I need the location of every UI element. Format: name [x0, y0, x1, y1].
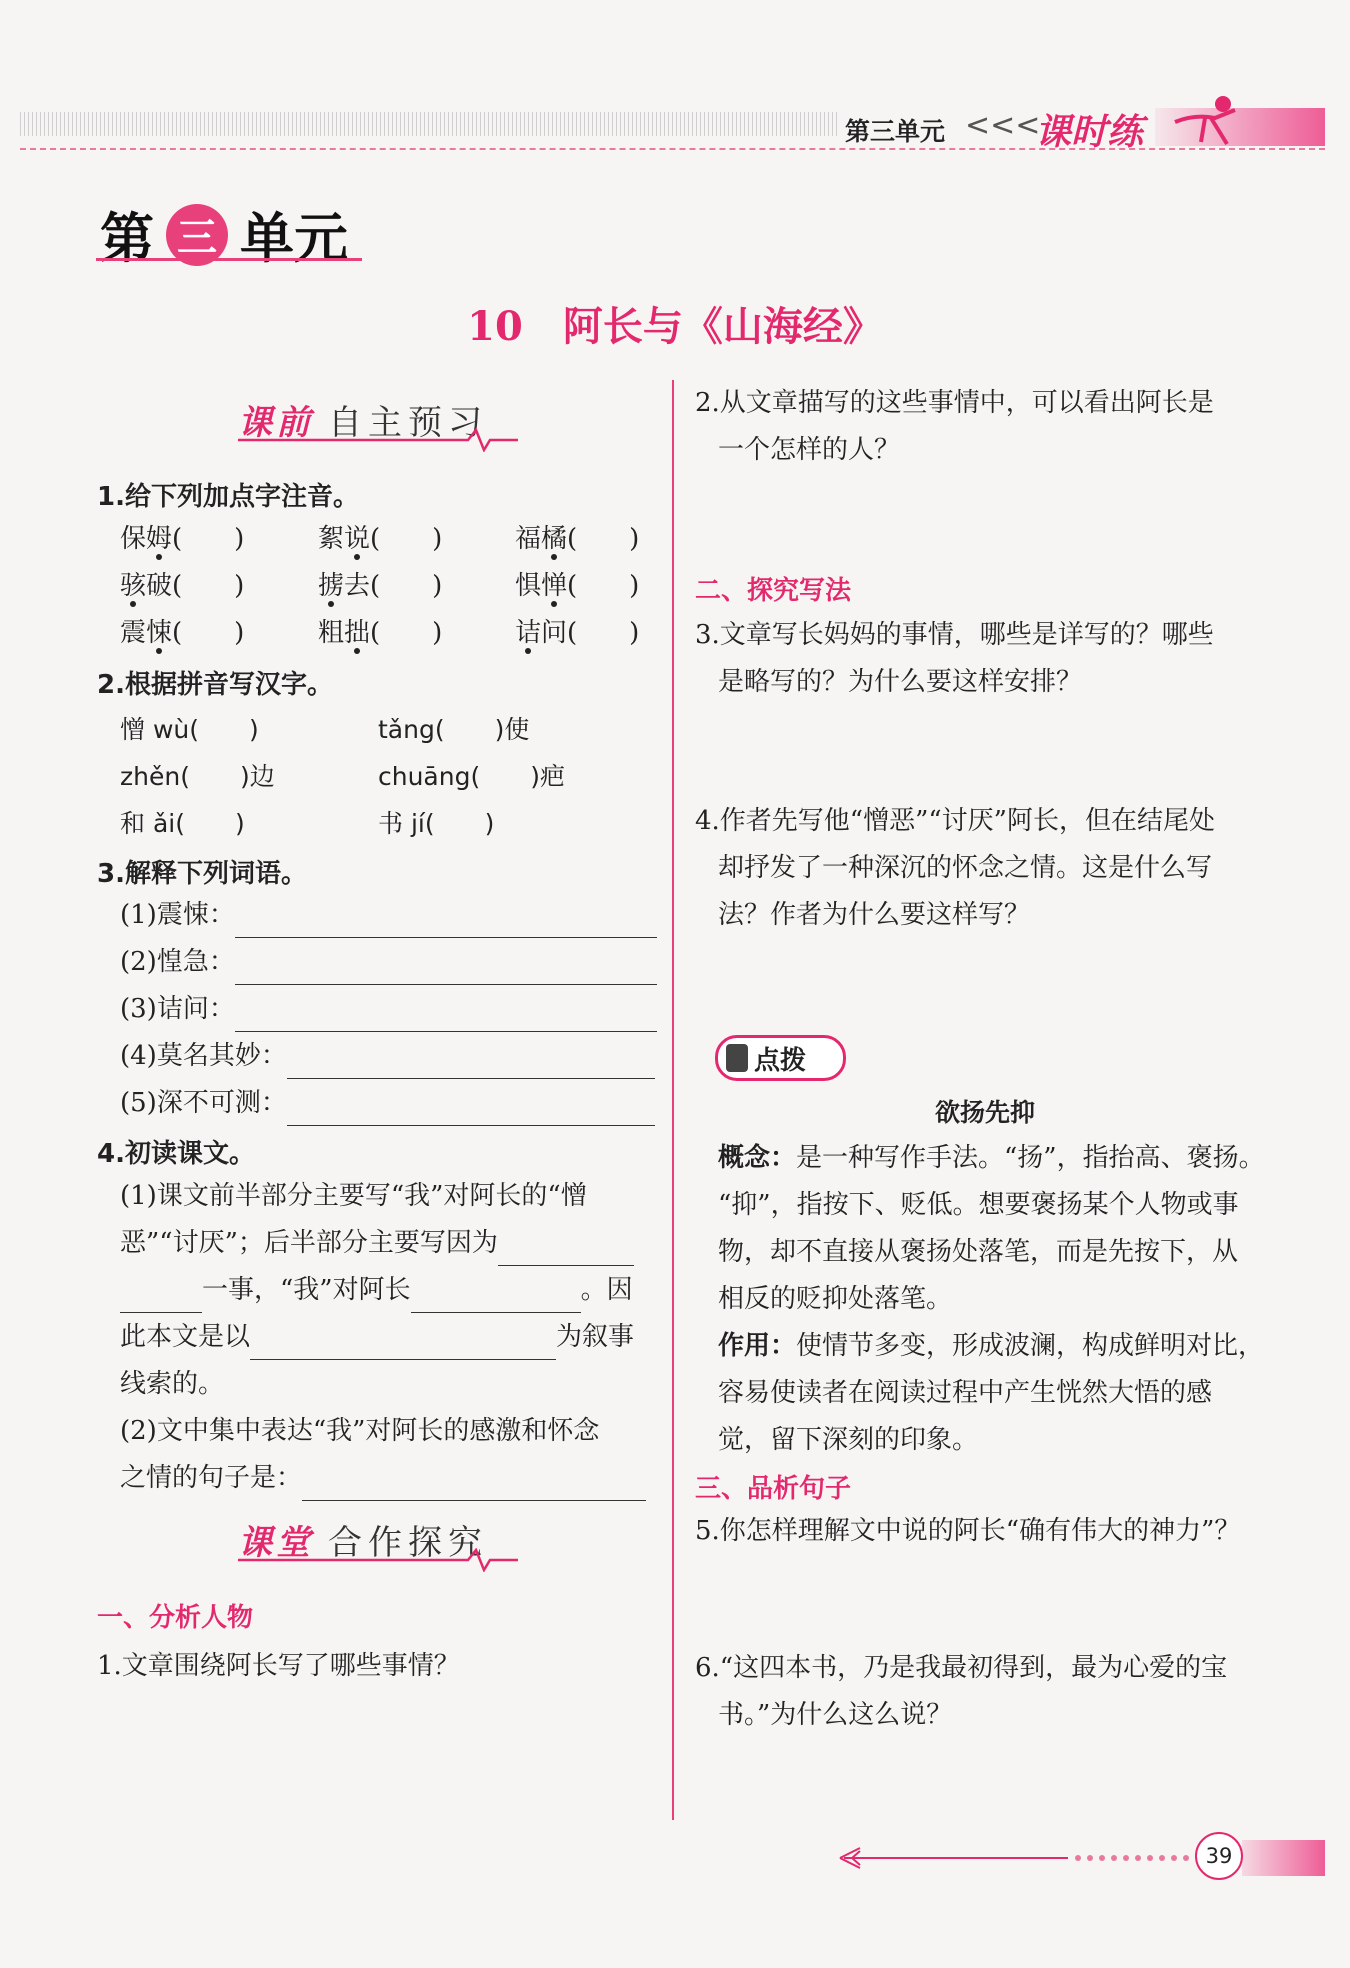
q3-item: (3)诘问：	[120, 986, 657, 1032]
q1-item: 惧惮( )	[515, 571, 640, 601]
page-number: 39	[1195, 1832, 1243, 1880]
unit-number-badge: 三	[166, 204, 228, 266]
tip-label: 点拨	[754, 1045, 807, 1076]
unit-heading	[100, 196, 348, 273]
section-preview-wave	[238, 428, 518, 452]
tip-concept-cont: 相反的贬抑处落笔。	[718, 1284, 953, 1314]
class-q6: 6.“这四本书，乃是我最初得到，最为心爱的宝	[695, 1653, 1228, 1683]
tip-effect-cont: 觉，留下深刻的印象。	[718, 1425, 979, 1455]
q4-text: (1)课文前半部分主要写“我”对阿长的“憎	[120, 1181, 587, 1211]
header-brand: 课时练	[1035, 112, 1144, 153]
subheading-analyze-sentences: 三、品析句子	[695, 1474, 852, 1504]
q3-item: (1)震悚：	[120, 892, 657, 938]
q4-text: 此本文是以 为叙事	[120, 1314, 634, 1360]
class-q3: 3.文章写长妈妈的事情，哪些是详写的？哪些	[695, 620, 1214, 650]
section-class-black: 合作探究	[328, 1523, 488, 1563]
q3-item: (2)惶急：	[120, 939, 657, 985]
q1-item: 诘问( )	[515, 618, 640, 648]
q2-label: 2.根据拼音写汉字。	[97, 670, 333, 700]
header-arrows: <<<	[965, 108, 1041, 143]
answer-blank[interactable]	[411, 1284, 581, 1313]
answer-blank[interactable]	[235, 956, 657, 985]
q2-item: zhěn( )边	[120, 762, 275, 791]
tip-concept-cont: 物，却不直接从褒扬处落笔，而是先按下，从	[718, 1237, 1239, 1267]
q2-item: tǎng( )使	[378, 715, 530, 744]
section-preview-black: 自主预习	[328, 403, 488, 443]
q1-item: 震悚( )	[120, 618, 245, 648]
q2-item: 憎 wù( )	[120, 715, 259, 744]
header-unit-name: 第三单元	[845, 117, 946, 146]
tip-badge	[715, 1035, 846, 1081]
answer-blank[interactable]	[235, 1003, 657, 1032]
section-class-wave	[238, 1548, 518, 1572]
class-q2: 2.从文章描写的这些事情中，可以看出阿长是	[695, 388, 1214, 418]
q4-text: 线索的。	[120, 1369, 225, 1399]
answer-blank[interactable]	[287, 1097, 655, 1126]
q1-item: 福橘( )	[515, 524, 640, 554]
tip-effect: 作用：使情节多变，形成波澜，构成鲜明对比，	[718, 1331, 1265, 1361]
phone-icon	[726, 1044, 748, 1072]
class-q4-cont: 却抒发了一种深沉的怀念之情。这是什么写	[718, 853, 1213, 883]
tip-concept-cont: “抑”，指按下、贬低。想要褒扬某个人物或事	[718, 1190, 1239, 1220]
answer-blank[interactable]	[287, 1050, 655, 1079]
class-q2-cont: 一个怎样的人？	[718, 435, 901, 465]
tip-concept: 概念：是一种写作手法。“扬”，指抬高、褒扬。	[718, 1143, 1265, 1173]
emphasis-dots	[120, 545, 680, 665]
subheading-explore-writing: 二、探究写法	[695, 576, 852, 606]
q1-item: 絮说( )	[318, 524, 443, 554]
q3-label: 3.解释下列词语。	[97, 859, 307, 889]
lesson-title: 10 阿长与《山海经》	[467, 303, 883, 350]
class-q6-cont: 书。”为什么这么说？	[718, 1700, 953, 1730]
section-class-pink: 课堂	[238, 1523, 314, 1563]
q3-item: (4)莫名其妙：	[120, 1033, 655, 1079]
q2-item: 和 ǎi( )	[120, 809, 245, 838]
q4-text: 一事，“我”对阿长 。因	[120, 1267, 633, 1313]
running-figure-icon	[1165, 92, 1245, 152]
q1-label: 1.给下列加点字注音。	[97, 482, 359, 512]
class-q4-cont: 法？作者为什么要这样写？	[718, 900, 1031, 930]
answer-blank[interactable]	[235, 909, 657, 938]
q3-item: (5)深不可测：	[120, 1080, 655, 1126]
header-stripe	[20, 112, 840, 136]
unit-underline	[96, 258, 362, 261]
answer-blank[interactable]	[120, 1284, 202, 1313]
q4-text: 恶”“讨厌”；后半部分主要写因为	[120, 1220, 634, 1266]
class-q4: 4.作者先写他“憎恶”“讨厌”阿长，但在结尾处	[695, 806, 1215, 836]
class-q1: 1.文章围绕阿长写了哪些事情？	[97, 1651, 460, 1681]
tip-title: 欲扬先抑	[934, 1098, 1035, 1127]
subheading-analyze-character: 一、分析人物	[97, 1603, 254, 1633]
q4-text: 之情的句子是：	[120, 1455, 646, 1501]
answer-blank[interactable]	[302, 1472, 646, 1501]
column-divider	[672, 380, 674, 1820]
tip-effect-cont: 容易使读者在阅读过程中产生恍然大悟的感	[718, 1378, 1213, 1408]
class-q3-cont: 是略写的？为什么要这样安排？	[718, 667, 1083, 697]
q2-item: 书 jí( )	[378, 809, 495, 838]
unit-heading-post: 单元	[240, 207, 348, 270]
class-q5: 5.你怎样理解文中说的阿长“确有伟大的神力”？	[695, 1516, 1241, 1546]
q2-item: chuāng( )疤	[378, 762, 565, 791]
q1-item: 骇破( )	[120, 571, 245, 601]
q4-label: 4.初读课文。	[97, 1139, 255, 1169]
answer-blank[interactable]	[498, 1237, 634, 1266]
footer-pink-band	[1242, 1840, 1325, 1876]
q1-item: 掳去( )	[318, 571, 443, 601]
section-preview-pink: 课前	[238, 403, 314, 443]
footer-arrow-icon	[838, 1843, 1198, 1873]
answer-blank[interactable]	[250, 1331, 556, 1360]
unit-heading-pre: 第	[100, 207, 154, 270]
q1-item: 粗拙( )	[318, 618, 443, 648]
q4-text: (2)文中集中表达“我”对阿长的感激和怀念	[120, 1416, 600, 1446]
q1-item: 保姆( )	[120, 524, 245, 554]
